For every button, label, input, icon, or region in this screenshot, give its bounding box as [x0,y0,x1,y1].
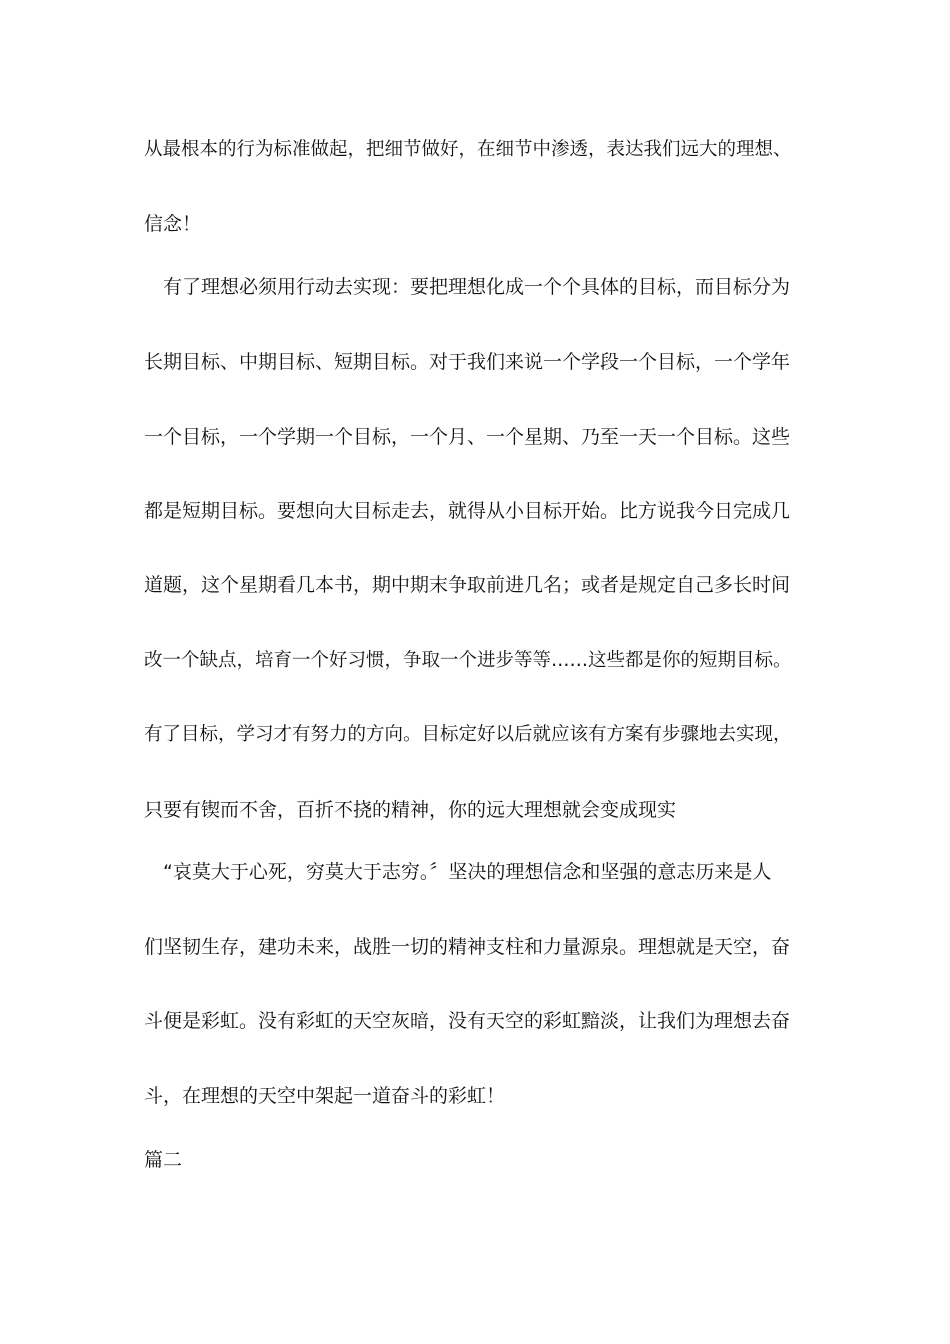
text-line: 斗，在理想的天空中架起一道奋斗的彩虹！ [144,1085,506,1107]
text-line: 从最根本的行为标准做起，把细节做好，在细节中渗透，表达我们远大的理想、 [144,139,792,160]
text-line: 们坚韧生存，建功未来，战胜一切的精神支柱和力量源泉。理想就是天空，奋 [144,936,791,958]
text-line: 道题，这个星期看几本书，期中期末争取前进几名；或者是规定自己多长时间 [144,574,791,596]
text-line: 信念！ [144,213,202,235]
text-line: 有了理想必须用行动去实现：要把理想化成一个个具体的目标，而目标分为 [144,276,791,298]
text-line: 改一个缺点，培育一个好习惯，争取一个进步等等……这些都是你的短期目标。 [144,650,792,671]
text-line: “哀莫大于心死，穷莫大于志穷。〞坚决的理想信念和坚强的意志历来是人 [144,861,772,883]
text-line: 只要有锲而不舍，百折不挠的精神，你的远大理想就会变成现实 [144,799,677,821]
text-line: 长期目标、中期目标、短期目标。对于我们来说一个学段一个目标，一个学年 [144,351,791,373]
text-line: 斗便是彩虹。没有彩虹的天空灰暗，没有天空的彩虹黯淡，让我们为理想去奋 [144,1010,791,1032]
text-line: 一个目标，一个学期一个目标，一个月、一个星期、乃至一天一个目标。这些 [144,426,791,448]
section-heading: 篇二 [144,1149,183,1171]
text-line: 有了目标，学习才有努力的方向。目标定好以后就应该有方案有步骤地去实现， [144,724,792,745]
text-line: 都是短期目标。要想向大目标走去，就得从小目标开始。比方说我今日完成几 [144,500,791,522]
